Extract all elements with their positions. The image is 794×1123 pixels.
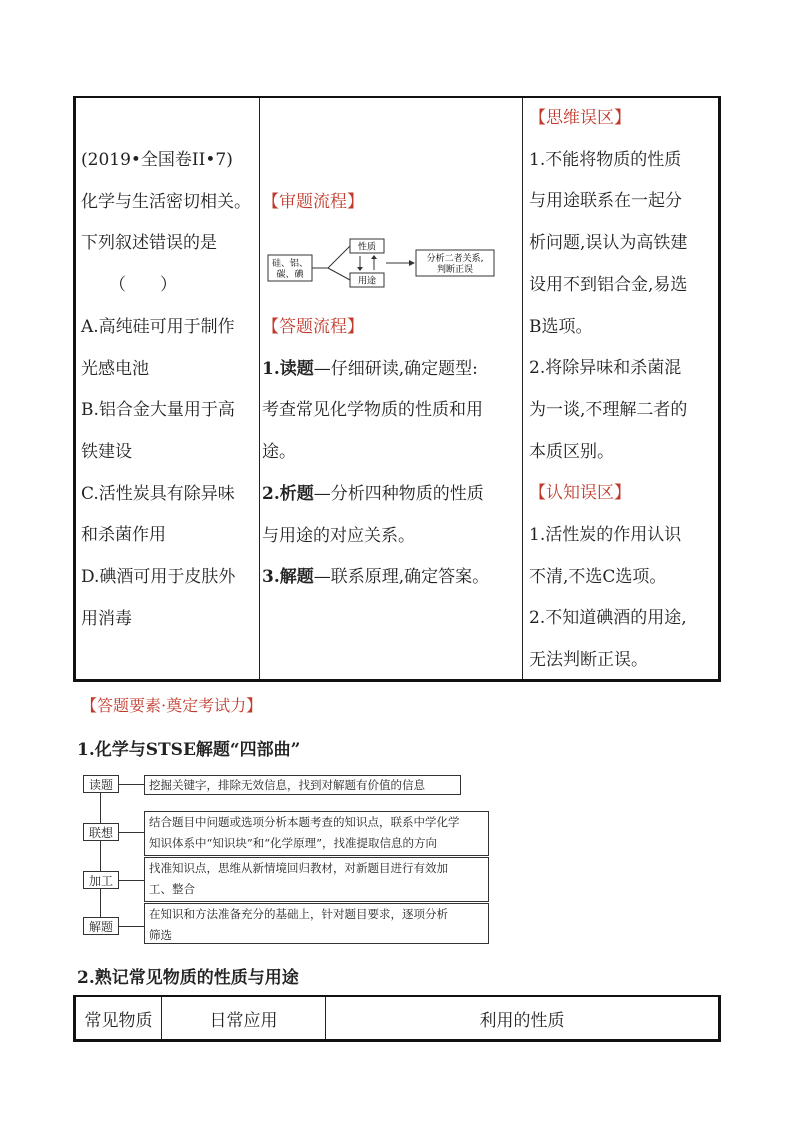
properties-table: [73, 995, 721, 1042]
thinking-line: 与用途联系在一起分: [529, 191, 682, 212]
analysis-label: 分析二者关系,: [426, 254, 484, 264]
thinking-misconception-title: 【思维误区】: [529, 108, 631, 128]
heading-properties: 2.熟记常见物质的性质与用途: [77, 968, 299, 988]
option-a: A.高纯硅可用于制作: [81, 316, 235, 337]
step-analyze-cont: 与用途的对应关系。: [262, 525, 415, 546]
option-c-cont: 和杀菌作用: [81, 525, 166, 546]
header-application: 日常应用: [162, 997, 326, 1039]
answer-blank: （ ）: [109, 275, 177, 296]
flow-step-process: 加工: [83, 871, 119, 889]
heading-four-steps: 1.化学与STSE解题“四部曲”: [77, 740, 301, 760]
option-d: D.碘酒可用于皮肤外: [81, 567, 236, 588]
step-solve: 3.解题—联系原理,确定答案。: [262, 567, 490, 588]
review-flow-diagram: [266, 236, 496, 290]
header-substance: 常见物质: [76, 997, 162, 1039]
question-stem-line: 化学与生活密切相关。: [81, 191, 251, 212]
section-title: 【答题要素·奠定考试力】: [81, 696, 263, 715]
analysis-label-2: 判断正误: [436, 265, 474, 275]
thinking-line: B选项。: [529, 316, 593, 337]
step-read-cont: 途。: [262, 442, 296, 463]
flow-step-solve: 解题: [83, 917, 119, 935]
flow-connector: [119, 784, 144, 785]
step-read: 1.读题—仔细研读,确定题型:: [262, 358, 478, 379]
flow-desc-read: 挖掘关键字，排除无效信息，找到对解题有价值的信息: [144, 775, 461, 795]
header-property: 利用的性质: [479, 1010, 565, 1031]
thinking-line: 2.将除异味和杀菌混: [529, 358, 682, 379]
thinking-line: 为一谈,不理解二者的: [529, 399, 688, 420]
flow-desc-solve: 在知识和方法准备充分的基础上，针对题目要求，逐项分析 筛选: [144, 903, 489, 944]
cognitive-line: 2.不知道碘酒的用途,: [529, 608, 687, 629]
option-a-cont: 光感电池: [81, 358, 149, 379]
flow-step-associate: 联想: [83, 823, 119, 841]
property-label: 性质: [357, 242, 377, 253]
step-read-cont: 考查常见化学物质的性质和用: [262, 400, 483, 421]
question-stem-line: 下列叙述错误的是: [81, 233, 217, 254]
option-d-cont: 用消毒: [81, 608, 132, 629]
cognitive-line: 1.活性炭的作用认识: [529, 525, 682, 546]
flow-vertical-line: [100, 793, 101, 928]
thinking-line: 1.不能将物质的性质: [529, 149, 682, 170]
flow-desc-associate: 结合题目中问题或选项分析本题考查的知识点，联系中学化学 知识体系中“知识块”和“化学原理”，找准提取信息的方向: [144, 811, 489, 856]
option-c: C.活性炭具有除异味: [81, 483, 235, 504]
column-divider: [522, 98, 523, 679]
materials-label: 硅、铝、: [271, 259, 309, 269]
flow-connector: [119, 926, 144, 927]
review-process-title: 【审题流程】: [262, 192, 364, 212]
answer-process: [262, 307, 518, 599]
cognitive-misconception-title: 【认知误区】: [529, 483, 631, 504]
cognitive-line: 不清,不选C选项。: [529, 566, 667, 587]
misconception-cell: [529, 98, 721, 682]
usage-label: 用途: [357, 276, 377, 287]
flow-connector: [119, 880, 144, 881]
option-b: B.铝合金大量用于高: [81, 400, 235, 421]
answer-process-title: 【答题流程】: [262, 317, 364, 337]
cognitive-line: 无法判断正误。: [529, 650, 648, 671]
flow-desc-process: 找准知识点，思维从新情境回归教材，对新题目进行有效加 工、整合: [144, 857, 489, 902]
flow-connector: [119, 832, 144, 833]
thinking-line: 本质区别。: [529, 441, 614, 462]
thinking-line: 设用不到铝合金,易选: [529, 274, 688, 295]
option-b-cont: 铁建设: [81, 441, 132, 462]
step-analyze: 2.析题—分析四种物质的性质: [262, 483, 484, 504]
question-source: (2019•全国卷II•7): [81, 150, 233, 170]
thinking-line: 析问题,误认为高铁建: [529, 233, 688, 254]
flow-step-read: 读题: [83, 775, 119, 793]
materials-label-2: 碳、碘: [276, 270, 304, 280]
question-cell: [81, 140, 261, 640]
